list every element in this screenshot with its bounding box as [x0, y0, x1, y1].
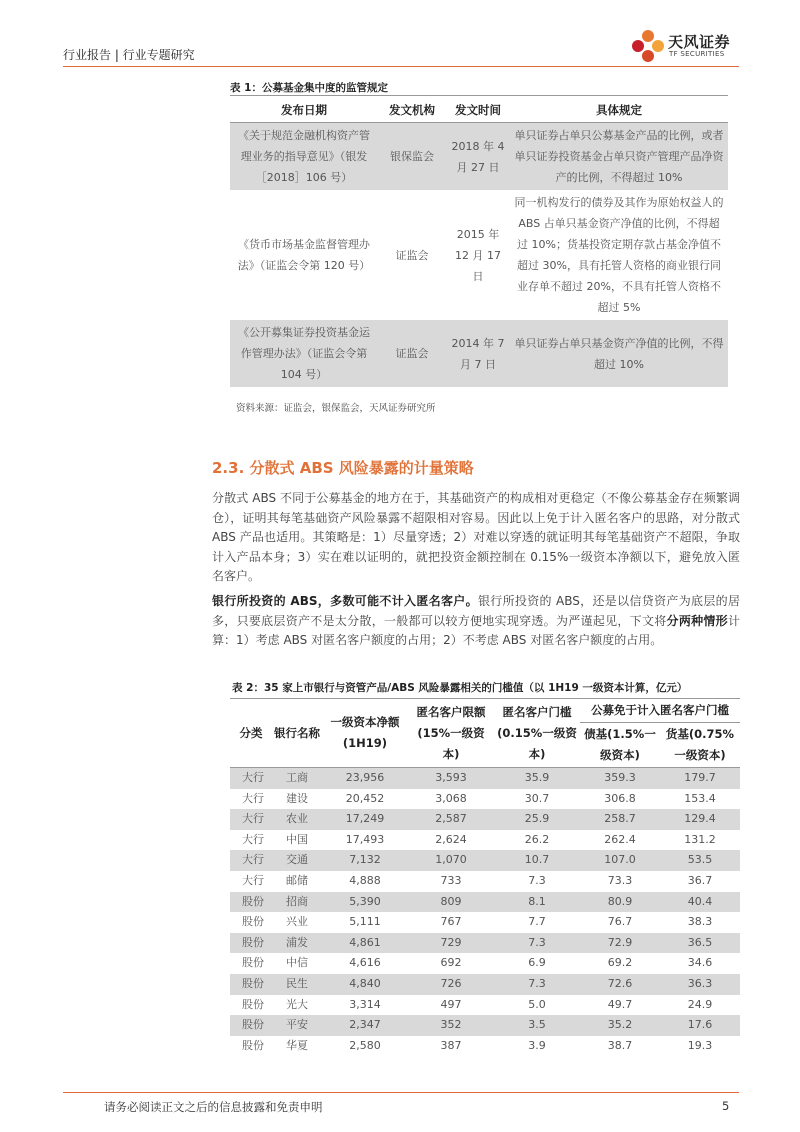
table-cell: 23,956: [322, 768, 408, 789]
table-cell: 73.3: [607, 873, 633, 887]
table-row: [230, 190, 728, 320]
table-cell: 大行: [230, 768, 272, 789]
footer-disclaimer: 请务必阅读正文之后的信息披露和免责申明: [104, 1100, 323, 1114]
table-row: [230, 1015, 740, 1036]
table-cell: 大行: [242, 873, 264, 887]
table-cell: 单只证券占单只基金资产净值的比例，不得超过 10%: [510, 320, 728, 387]
footer-rule: [63, 1092, 739, 1093]
t1-header-date: 发布日期: [230, 98, 378, 123]
table-cell: 股份: [242, 997, 264, 1011]
paragraph-2: [212, 592, 740, 651]
table-cell: 单只证券占单只公募基金产品的比例，或者单只证券投资基金占单只资产管理产品净资产的比例，不得超过 10%: [510, 123, 728, 191]
t2-header-threshold: 匿名客户门槛(0.15%一级资本): [497, 704, 577, 761]
table-cell: 3.9: [528, 1038, 546, 1052]
table-row: [230, 892, 740, 913]
header-rule: [63, 66, 739, 67]
table-cell: 26.2: [524, 832, 550, 846]
section-title: 2.3. 分散式 ABS 风险暴露的计量策略: [212, 459, 474, 477]
table-cell: 7.3: [494, 974, 580, 995]
table-cell: 中信: [286, 956, 308, 970]
regulation-table: [230, 98, 728, 387]
table-cell: 36.3: [660, 974, 740, 995]
table-cell: 邮储: [286, 873, 308, 887]
table-cell: 131.2: [684, 832, 716, 846]
table-cell: 809: [408, 892, 494, 913]
table-row: [230, 871, 740, 892]
table-cell: 76.7: [607, 915, 633, 929]
brand-logo: [628, 28, 743, 64]
table-cell: 7.7: [528, 915, 546, 929]
table-cell: 2,347: [322, 1015, 408, 1036]
table-cell: 19.3: [687, 1038, 713, 1052]
table-cell: 40.4: [660, 892, 740, 913]
flower-logo-icon: [628, 28, 668, 64]
table-cell: 交通: [272, 850, 322, 871]
table-cell: 3.5: [494, 1015, 580, 1036]
paragraph-2-body-a: 银行所投资的 ABS，还是以信贷资产为底层的居多，只要底层资产不是太分散，一般都可以较方便地实现穿透。为严谨起见，下文将: [212, 594, 740, 628]
paragraph-1: 分散式 ABS 不同于公募基金的地方在于，其基础资产的构成相对更稳定（不像公募基金存在频繁调仓），证明其每笔基础资产风险暴露不超限相对容易。因此以上免于计入匿名客户的思路，对分散式 ABS 产品也适用。其策略是：1）尽量穿透；2）对难以穿透的就证明其每笔基础资产不超限，争取计入产品本身；3）实在难以证明的，就把投资金额控制在 0.15%一级资本净额以下，避免放入匿名客户。: [212, 491, 740, 584]
table-cell: 17,493: [345, 832, 385, 846]
table-cell: 38.7: [607, 1038, 633, 1052]
table-cell: 工商: [272, 768, 322, 789]
table-cell: 359.3: [580, 768, 660, 789]
table-cell: 平安: [272, 1015, 322, 1036]
table-cell: 股份: [230, 892, 272, 913]
report-category: 行业报告 | 行业专题研究: [63, 48, 195, 62]
table-cell: 25.9: [494, 809, 580, 830]
table-cell: 农业: [272, 809, 322, 830]
table-cell: 7,132: [322, 850, 408, 871]
table-row: [230, 789, 740, 810]
table-cell: 692: [440, 956, 462, 970]
t2-header-category: 分类: [239, 725, 263, 740]
table-cell: 4,840: [322, 974, 408, 995]
paragraph-2-body-b: 计算：1）考虑 ABS 对匿名客户额度的占用；2）不考虑 ABS 对匿名客户额度的占用。: [212, 613, 740, 648]
table-cell: 36.5: [660, 933, 740, 954]
table-cell: 24.9: [687, 997, 713, 1011]
table-cell: 证监会: [395, 248, 429, 262]
table-cell: 大行: [242, 791, 264, 805]
table-cell: 2018 年 4 月 27 日: [446, 123, 510, 191]
table-cell: 大行: [230, 850, 272, 871]
table-cell: 72.9: [580, 933, 660, 954]
paragraph-2-lead: 银行所投资的 ABS，多数可能不计入匿名客户。: [212, 594, 478, 608]
table-cell: 767: [440, 915, 462, 929]
table-cell: 72.6: [580, 974, 660, 995]
table-cell: 5.0: [528, 997, 546, 1011]
table-cell: 《公开募集证券投资基金运作管理办法》（证监会令第 104 号）: [230, 320, 378, 387]
table-cell: 2015 年 12 月 17 日: [455, 227, 501, 283]
table-cell: 股份: [242, 956, 264, 970]
table-cell: 2,587: [408, 809, 494, 830]
table-cell: 262.4: [604, 832, 636, 846]
t2-header-money-fund: 货基(0.75%一级资本): [665, 727, 735, 762]
table-cell: 726: [408, 974, 494, 995]
table-row: [230, 1036, 740, 1057]
t2-header-bank: 银行名称: [274, 725, 320, 740]
table-cell: 729: [408, 933, 494, 954]
table-cell: 股份: [230, 1015, 272, 1036]
table1-caption: 表 1：公募基金集中度的监管规定: [230, 82, 388, 94]
t1-header-agency: 发文机构: [378, 98, 446, 123]
table-cell: 2014 年 7 月 7 日: [446, 320, 510, 387]
paragraph-2-emphasis: 分两种情形: [666, 613, 728, 628]
table-cell: 38.3: [687, 915, 713, 929]
table-cell: 36.7: [687, 873, 713, 887]
table-cell: 《货币市场基金监督管理办法》（证监会令第 120 号）: [237, 238, 371, 272]
table-cell: 浦发: [272, 933, 322, 954]
table2-caption: 表 2：35 家上市银行与资管产品/ABS 风险暴露相关的门槛值（以 1H19 一级资本计算，亿元）: [232, 682, 688, 694]
table-cell: 证监会: [378, 320, 446, 387]
t1-header-rules: 具体规定: [510, 98, 728, 123]
table-cell: 80.9: [580, 892, 660, 913]
table-cell: 股份: [242, 915, 264, 929]
table-cell: 107.0: [580, 850, 660, 871]
threshold-table: [230, 698, 740, 1056]
table1-top-rule: [230, 95, 728, 96]
t2-header-limit: 匿名客户限额(15%一级资本): [416, 704, 486, 761]
table-cell: 306.8: [604, 791, 636, 805]
table-cell: 股份: [242, 1038, 264, 1052]
table-cell: 4,616: [349, 956, 381, 970]
table-cell: 6.9: [528, 956, 546, 970]
page-number: 5: [722, 1099, 730, 1113]
logo-en-text: TF SECURITIES: [669, 50, 725, 58]
table-row: [230, 912, 740, 933]
table-cell: 3,314: [349, 997, 381, 1011]
table-cell: 387: [440, 1038, 462, 1052]
table-cell: 53.5: [660, 850, 740, 871]
table-cell: 17,249: [322, 809, 408, 830]
table-cell: 153.4: [684, 791, 716, 805]
table-row: [230, 933, 740, 954]
table-cell: 10.7: [494, 850, 580, 871]
table-cell: 2,624: [435, 832, 467, 846]
table-row: [230, 768, 740, 789]
table-row: [230, 974, 740, 995]
table-cell: 民生: [272, 974, 322, 995]
table-cell: 同一机构发行的债券及其作为原始权益人的 ABS 占单只基金资产净值的比例，不得超过 10%；货基投资定期存款占基金净值不超过 30%，具有托管人资格的商业银行同业存单不超过 20%，不具有托管人资格不超过 5%: [514, 196, 724, 314]
table-cell: 733: [440, 873, 462, 887]
table-row: [230, 809, 740, 830]
table-row: [230, 995, 740, 1016]
table-cell: 银保监会: [378, 123, 446, 191]
table-cell: 129.4: [660, 809, 740, 830]
table-cell: 2,580: [349, 1038, 381, 1052]
table-cell: 4,888: [349, 873, 381, 887]
t1-header-time: 发文时间: [446, 98, 510, 123]
table-cell: 8.1: [494, 892, 580, 913]
table-cell: 5,111: [349, 915, 381, 929]
t2-header-tier1: 一级资本净额(1H19): [330, 715, 400, 750]
table-cell: 7.3: [528, 873, 546, 887]
table-row: [230, 850, 740, 871]
table-cell: 股份: [230, 974, 272, 995]
table-cell: 3,068: [435, 791, 467, 805]
table-cell: 大行: [230, 809, 272, 830]
table-cell: 7.3: [494, 933, 580, 954]
table-cell: 光大: [286, 997, 308, 1011]
table-cell: 35.9: [494, 768, 580, 789]
table-cell: 49.7: [607, 997, 633, 1011]
table-cell: 352: [408, 1015, 494, 1036]
table-cell: 建设: [286, 791, 308, 805]
table-cell: 258.7: [580, 809, 660, 830]
table-cell: 17.6: [660, 1015, 740, 1036]
table-cell: 中国: [286, 832, 308, 846]
table-cell: 179.7: [660, 768, 740, 789]
table-cell: 《关于规范金融机构资产管理业务的指导意见》（银发［2018］106 号）: [230, 123, 378, 191]
table1-source: 资料来源：证监会，银保监会，天风证券研究所: [236, 403, 436, 414]
table-cell: 大行: [242, 832, 264, 846]
table-cell: 华夏: [286, 1038, 308, 1052]
table-row: [230, 123, 728, 191]
table-cell: 497: [440, 997, 462, 1011]
table-cell: 股份: [230, 933, 272, 954]
table-row: [230, 320, 728, 387]
table-cell: 1,070: [408, 850, 494, 871]
table-cell: 35.2: [580, 1015, 660, 1036]
table-cell: 30.7: [524, 791, 550, 805]
table-cell: 20,452: [345, 791, 385, 805]
table-cell: 4,861: [322, 933, 408, 954]
table-row: [230, 953, 740, 974]
table-cell: 69.2: [607, 956, 633, 970]
logo-cn-text: 天风证券: [668, 33, 731, 51]
table-cell: 招商: [272, 892, 322, 913]
t2-header-bond-fund: 债基(1.5%一级资本): [584, 727, 656, 762]
table-cell: 兴业: [286, 915, 308, 929]
table-cell: 3,593: [408, 768, 494, 789]
table-cell: 5,390: [322, 892, 408, 913]
table-row: [230, 830, 740, 851]
table-cell: 34.6: [687, 956, 713, 970]
t2-header-exempt-group: 公募免于计入匿名客户门槛: [580, 699, 740, 723]
